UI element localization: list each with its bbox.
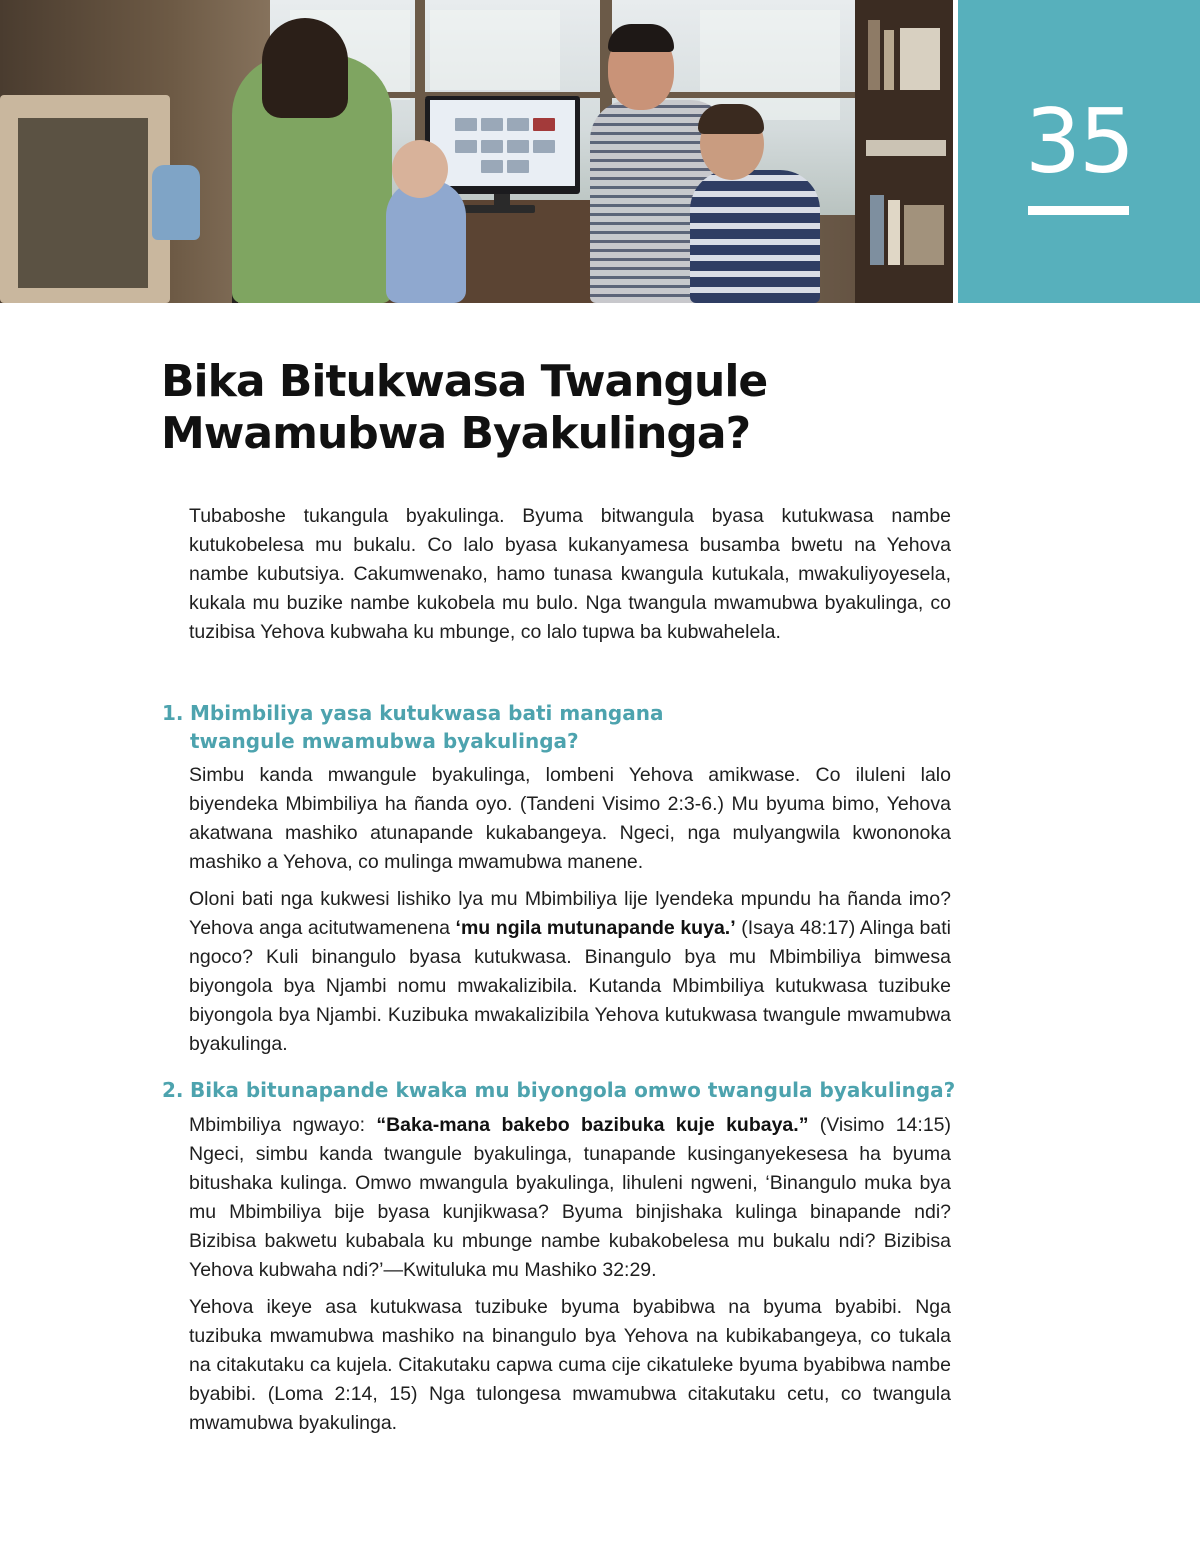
screen-thumbnail xyxy=(481,140,503,153)
book xyxy=(866,140,946,156)
section-2-paragraph-1 xyxy=(189,1111,951,1285)
book xyxy=(884,30,894,90)
mother-hair xyxy=(262,18,348,118)
section-2-body xyxy=(189,1111,951,1446)
screen-thumbnail xyxy=(507,160,529,173)
intro-paragraph: Tubaboshe tukangula byakulinga. Byuma bitwangula byasa kutukwasa nambe kutukobelesa mu bukalu. Co lalo byasa kukanyamesa busamba bwetu na Yehova nambe kubutsiya. Cakumwenako, hamo tunasa kwangula kutukala, mwakuliyoyesela, kukala mu buzike nambe kukobela mu bulo. Nga twangula mwamubwa byakulinga, co tuzibisa Yehova kubwaha ku mbunge, co lalo tupwa ba kubwahelela. xyxy=(189,505,951,643)
section-2-paragraph-2: Yehova ikeye asa kutukwasa tuzibuke byuma byabibwa na byuma byabibi. Nga tuzibuka mwamubwa mashiko na binangulo bya Yehova na kubikabangeya, co tukala na citakutaku ca kujela. Citakutaku capwa cuma cije cikatuleke byuma byabibwa nambe byabibi. (Loma 2:14, 15) Nga tulongesa mwamubwa citakutaku cetu, co twangula mwamubwa byakulinga. xyxy=(189,1296,951,1434)
header-photo xyxy=(0,0,953,303)
section-1-number: 1. xyxy=(162,701,184,725)
screen-thumbnail xyxy=(481,160,503,173)
title-line-1: Bika Bitukwasa Twangule xyxy=(161,356,768,407)
section-1-p2-text: Oloni bati nga kukwesi lishiko lya mu Mbimbiliya lije lyendeka mpundu ha ñanda imo? Yehova anga acitutwamenena xyxy=(189,888,951,939)
chapter-rule xyxy=(1028,206,1129,215)
father-hair xyxy=(608,24,674,52)
boy xyxy=(690,170,820,303)
book xyxy=(868,20,880,90)
section-2-p1-text-after: (Visimo 14:15) Ngeci, simbu kanda twangule byakulinga, tunapande kusinganyekesesa ha byuma bitushaka kulinga. Omwo mwangula byakulinga, lihuleni ngweni, ‘Binangulo muka bya mu Mbimbiliya bije byasa kunjikwasa? Byuma binjishaka kulinga binapande ndi? Bizibisa bakwetu kubabala ku mbunge nambe kubakobelesa mu bukalu ndi? Bizibisa Yehova kubwaha ndi?’—Kwituluka mu Mashiko 32:29. xyxy=(189,1114,951,1281)
boy-hair xyxy=(698,104,764,134)
section-2-p1-bold: “Baka-mana bakebo bazibuka kuje kubaya.” xyxy=(376,1114,809,1136)
screen-thumbnail xyxy=(455,118,477,131)
picture-frame-photo xyxy=(18,118,148,288)
sippy-cup xyxy=(152,165,200,240)
title-line-2: Mwamubwa Byakulinga? xyxy=(161,408,751,459)
section-2-heading xyxy=(162,1076,962,1104)
screen-thumbnail xyxy=(455,140,477,153)
intro-block xyxy=(189,502,951,655)
section-1-heading xyxy=(162,699,962,755)
book xyxy=(870,195,884,265)
section-1-p2-text-after: (Isaya 48:17) Alinga bati ngoco? Kuli binangulo byasa kutukwasa. Binangulo bya mu Mbimbiliya bimwesa biyongola bya Njambi nomu mwakalizibila. Kutanda Mbimbiliya kutukwasa tuzibuke biyongola bya Njambi. Kuzibuka mwakalizibila Yehova kutukwasa twangule mwamubwa byakulinga. xyxy=(189,917,951,1055)
keyboard xyxy=(455,205,535,213)
section-1-heading-line-1: Mbimbiliya yasa kutukwasa bati mangana xyxy=(190,701,664,725)
section-1-heading-line-2: twangule mwamubwa byakulinga? xyxy=(190,729,579,753)
window-pane xyxy=(430,10,560,90)
chapter-number-box xyxy=(958,0,1200,303)
section-2-number: 2. xyxy=(162,1078,184,1102)
baby xyxy=(386,180,466,303)
chapter-number: 35 xyxy=(1025,90,1133,193)
screen-thumbnail xyxy=(533,118,555,131)
book xyxy=(900,28,940,90)
book xyxy=(888,200,900,265)
section-1-p2-bold: ‘mu ngila mutunapande kuya.’ xyxy=(455,917,736,939)
screen-thumbnail xyxy=(507,140,529,153)
section-1-body xyxy=(189,761,951,1067)
screen-thumbnail xyxy=(507,118,529,131)
section-2-heading-text: Bika bitunapande kwaka mu biyongola omwo twangula byakulinga? xyxy=(190,1078,956,1102)
section-2-p1-text: Mbimbiliya ngwayo: xyxy=(189,1114,377,1136)
section-1-paragraph-1: Simbu kanda mwangule byakulinga, lombeni Yehova amikwase. Co ilulеni lalo biyendeka Mbimbiliya ha ñanda oyo. (Tandeni Visimo 2:3-6.) Mu byuma bimo, Yehova akatwana mashiko atunapande kukabangeya. Ngeci, nga mulyangwila kwononoka mashiko a Yehova, co mulinga mwamubwa manene. xyxy=(189,764,951,873)
screen-thumbnail xyxy=(481,118,503,131)
book xyxy=(904,205,944,265)
section-1-paragraph-2 xyxy=(189,885,951,1059)
screen-thumbnail xyxy=(533,140,555,153)
page-title xyxy=(161,356,961,460)
baby-head xyxy=(392,140,448,198)
